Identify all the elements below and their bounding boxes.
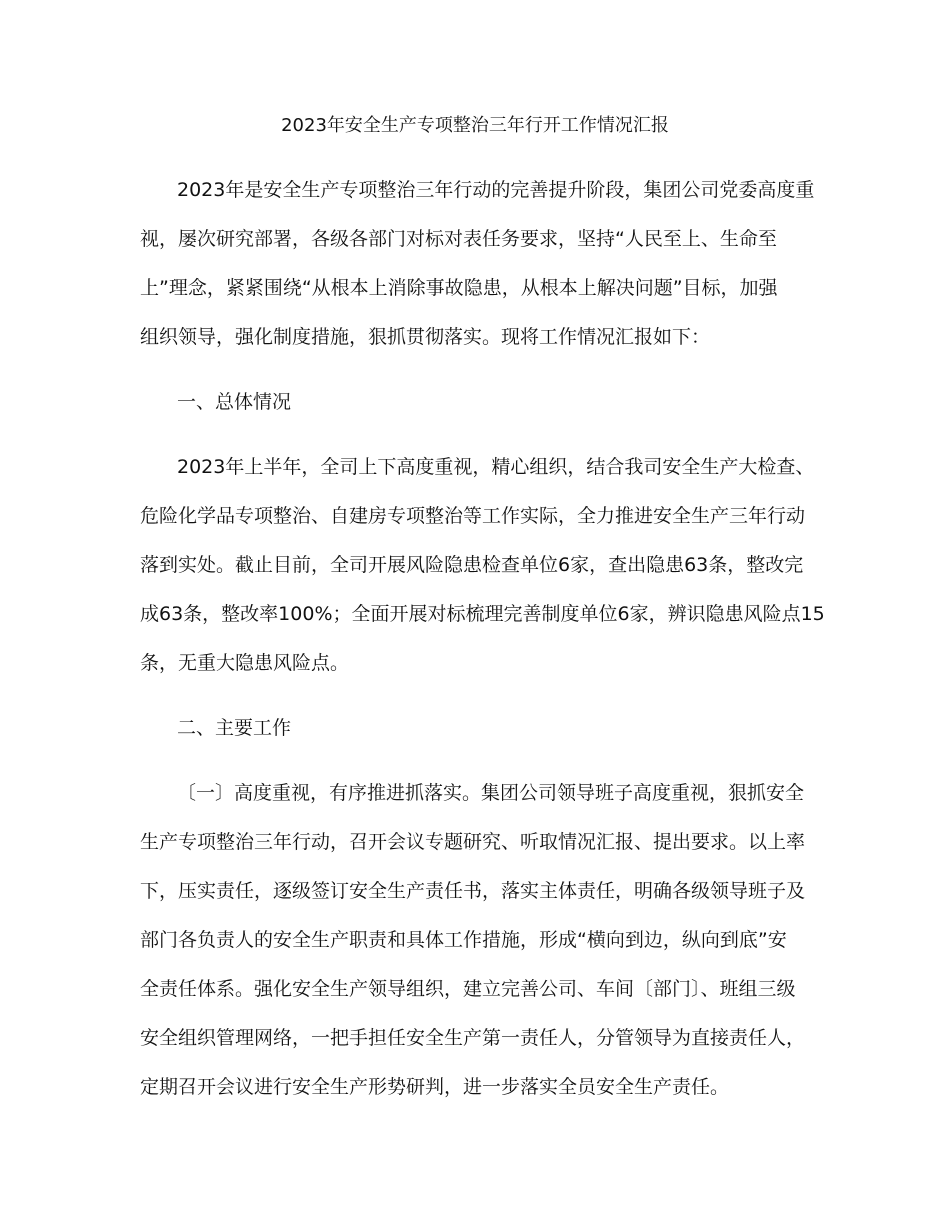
overview-line-2: 危险化学品专项整治、自建房专项整治等工作实际，全力推进安全生产三年行动 <box>140 505 806 527</box>
intro-line-3: 上”理念，紧紧围绕“从根本上消除事故隐患，从根本上解决问题”目标，加强 <box>140 277 778 299</box>
section-heading-overview: 一、总体情况 <box>177 391 292 413</box>
main-work-line-4: 部门各负责人的安全生产职责和具体工作措施，形成“横向到边，纵向到底”安 <box>140 929 787 951</box>
overview-line-5: 条，无重大隐患风险点。 <box>140 652 350 674</box>
main-work-line-2: 生产专项整治三年行动，召开会议专题研究、听取情况汇报、提出要求。以上率 <box>140 831 806 853</box>
main-work-line-7: 定期召开会议进行安全生产形势研判，进一步落实全员安全生产责任。 <box>140 1076 730 1098</box>
intro-line-1: 2023年是安全生产专项整治三年行动的完善提升阶段，集团公司党委高度重 <box>177 179 815 201</box>
main-work-line-3: 下，压实责任，逐级签订安全生产责任书，落实主体责任，明确各级领导班子及 <box>140 880 806 902</box>
overview-line-1: 2023年上半年，全司上下高度重视，精心组织，结合我司安全生产大检查、 <box>177 456 815 478</box>
intro-line-4: 组织领导，强化制度措施，狠抓贯彻落实。现将工作情况汇报如下： <box>140 326 711 348</box>
main-work-line-6: 安全组织管理网络，一把手担任安全生产第一责任人，分管领导为直接责任人， <box>140 1027 806 1049</box>
main-work-line-5: 全责任体系。强化安全生产领导组织，建立完善公司、车间〔部门〕、班组三级 <box>140 978 796 1000</box>
intro-line-2: 视，屡次研究部署，各级各部门对标对表任务要求，坚持“人民至上、生命至 <box>140 228 777 250</box>
overview-line-3: 落到实处。截止目前，全司开展风险隐患检查单位6家，查出隐患63条，整改完 <box>140 554 804 576</box>
section-heading-main-work: 二、主要工作 <box>177 717 292 739</box>
main-work-line-1: 〔一〕高度重视，有序推进抓落实。集团公司领导班子高度重视，狠抓安全 <box>177 782 805 804</box>
document-title: 2023年安全生产专项整治三年行开工作情况汇报 <box>281 115 669 136</box>
overview-line-4: 成63条，整改率100%；全面开展对标梳理完善制度单位6家，辨识隐患风险点15 <box>140 603 825 625</box>
